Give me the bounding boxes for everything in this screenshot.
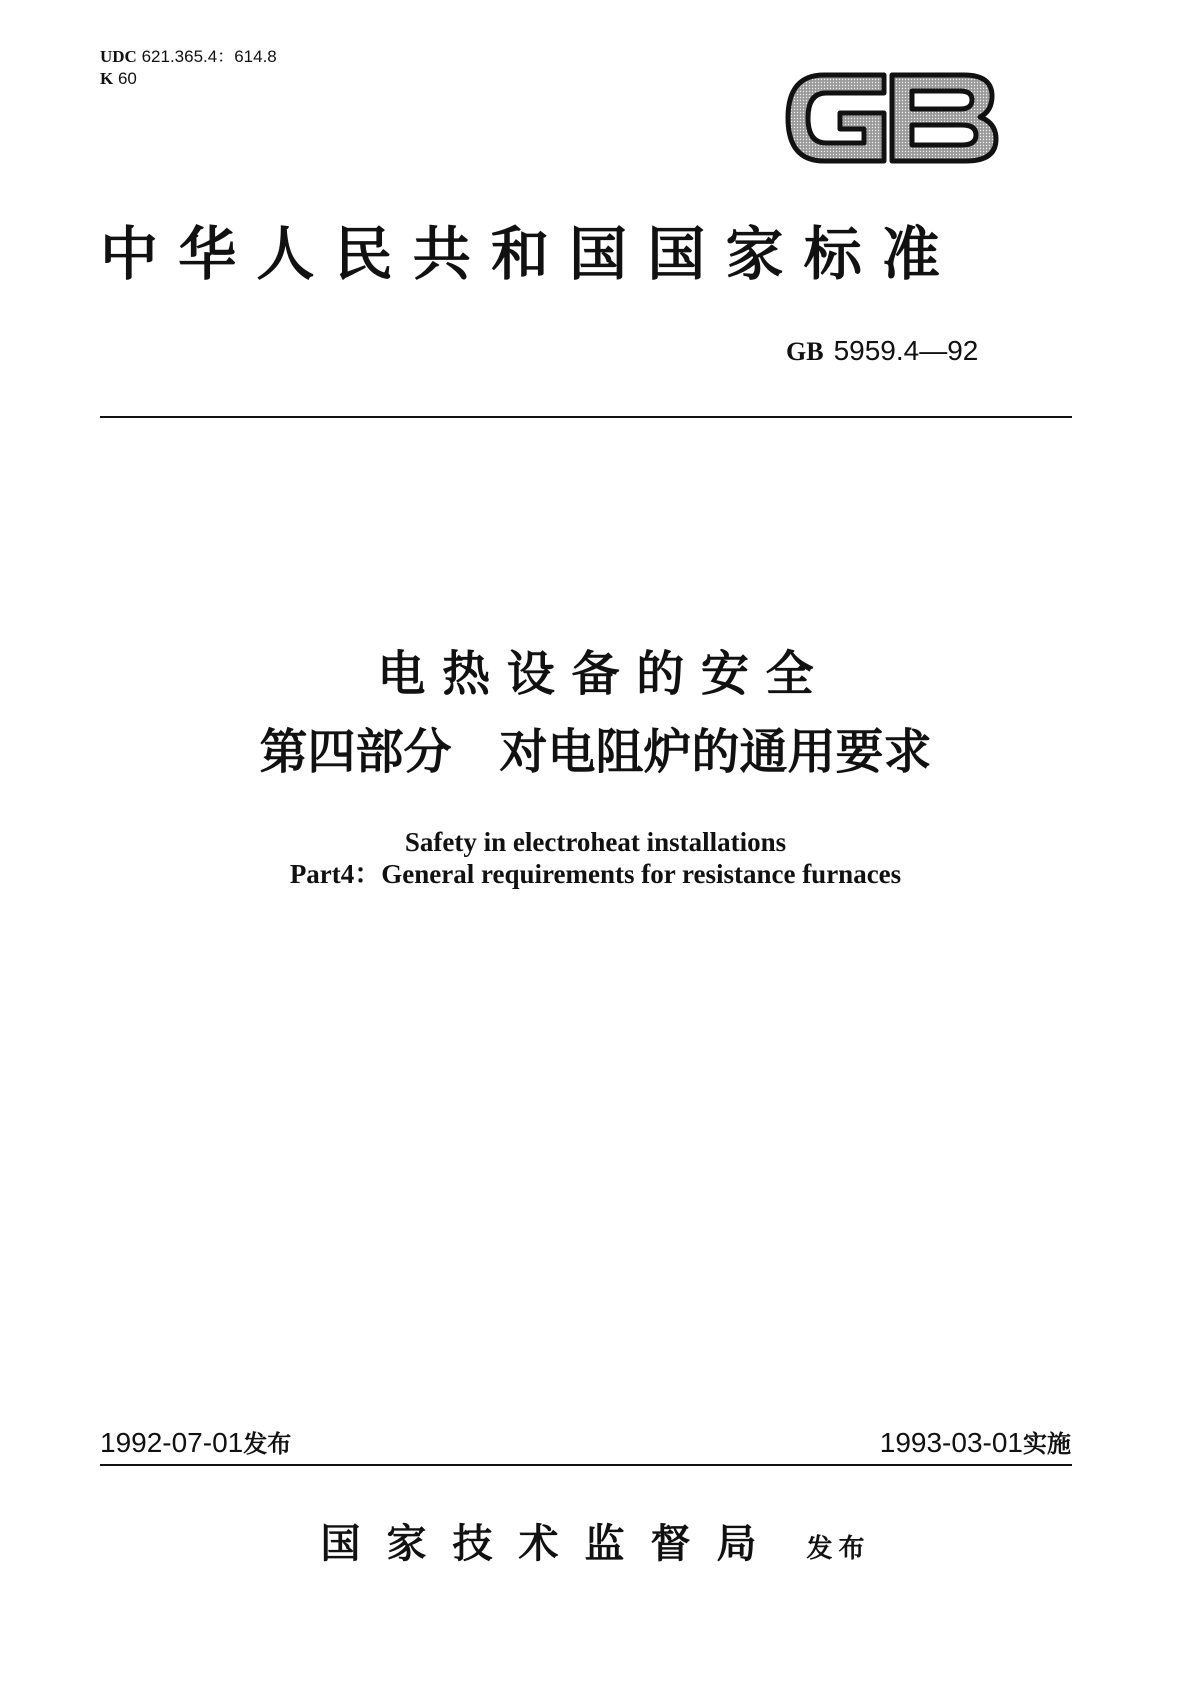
chinese-title-line-2: 第四部分 对电阻炉的通用要求 (259, 724, 932, 780)
issuer-action: 发布 (806, 1534, 871, 1564)
effective-date: 1993-03-01实施 (879, 1427, 1071, 1458)
udc-code: UDC 621.365.4：614.8 K 60 (100, 47, 277, 88)
release-date: 1992-07-01发布 (100, 1427, 292, 1458)
english-title-line-2: Part4：General requirements for resistance furnaces (289, 859, 902, 889)
standard-number: GB 5959.4—92 (786, 335, 979, 366)
chinese-title-line-1: 电 热 设 备 的 安 全 (377, 646, 814, 702)
issuing-authority (0, 1520, 1191, 1573)
bottom-divider (100, 1464, 1072, 1466)
issuer-name: 国家技术监督局 (320, 1520, 783, 1567)
national-standard-title: 中 华 人 民 共 和 国 国 家 标 准 (100, 220, 940, 288)
gb-logo (784, 63, 1000, 173)
top-divider (100, 416, 1072, 418)
english-title-line-1: Safety in electroheat installations (404, 827, 787, 857)
